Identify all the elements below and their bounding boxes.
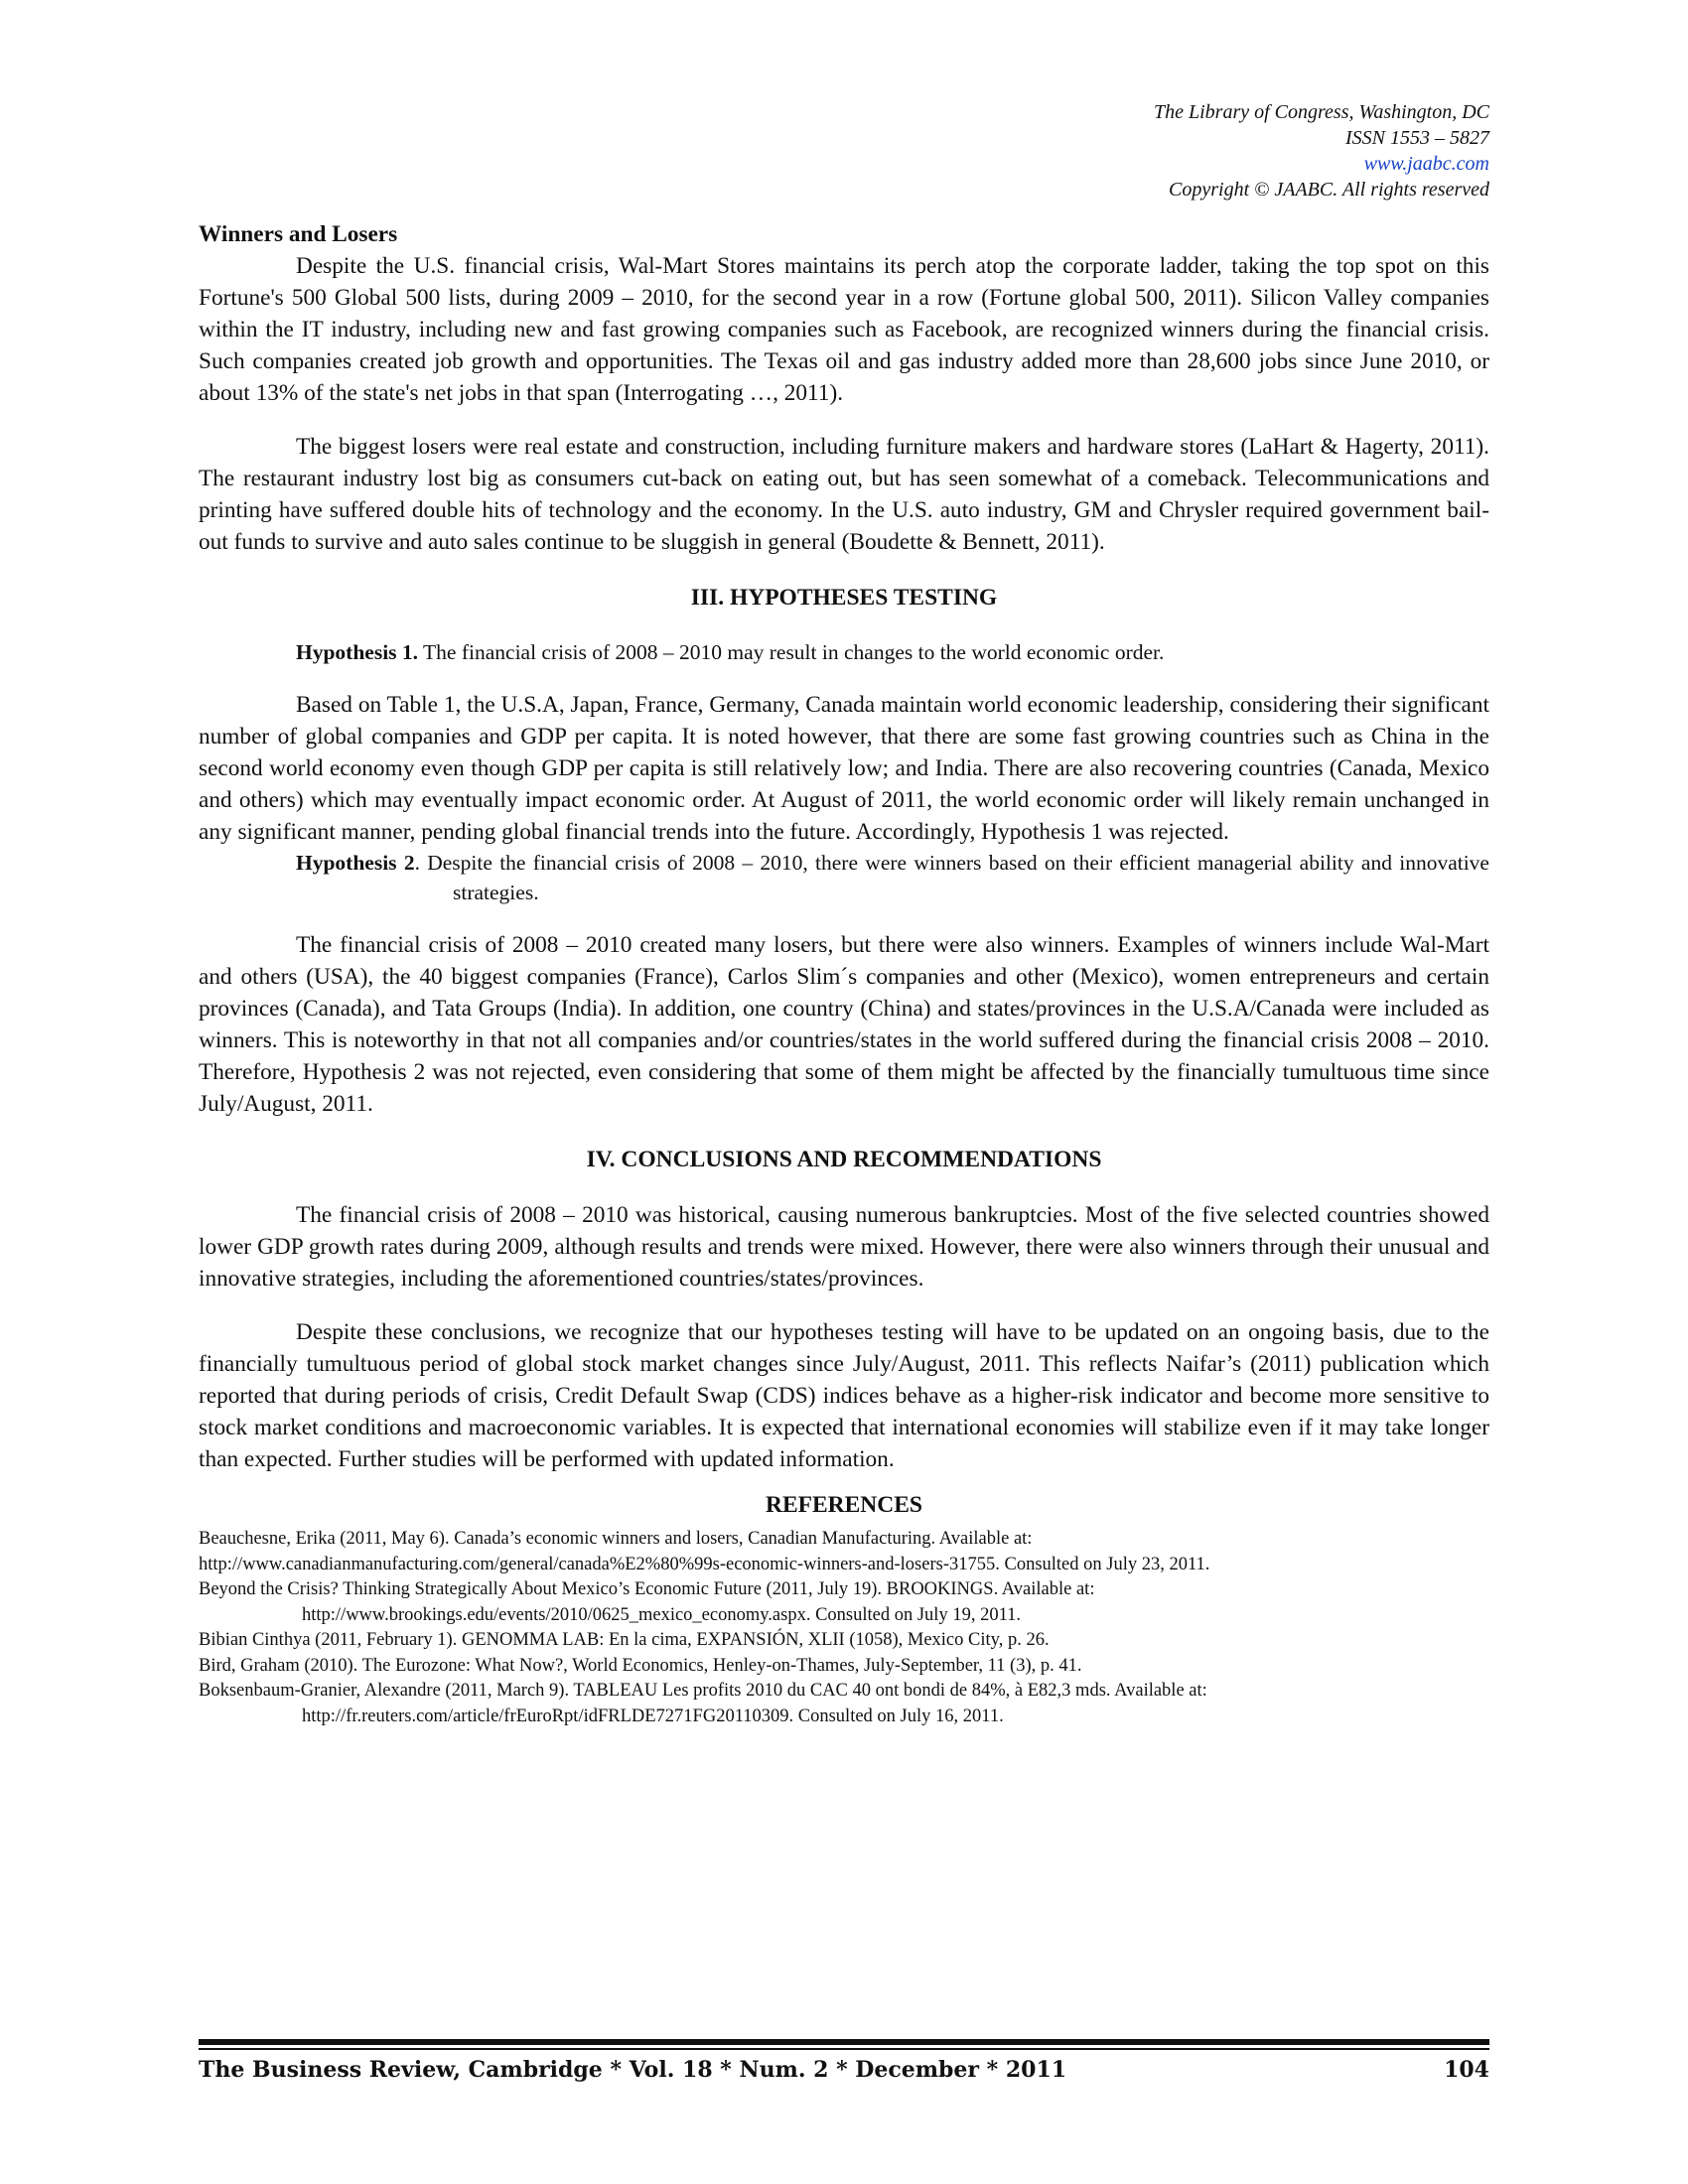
header-website-link[interactable]: www.jaabc.com xyxy=(1363,153,1489,175)
footer-journal-info: The Business Review, Cambridge * Vol. 18 * Num. 2 * December * 2011 xyxy=(199,2057,1067,2083)
reference-text: Bird, Graham (2010). The Eurozone: What Now?, World Economics, Henley-on-Thames, July-September, 11 (3), p. 41. xyxy=(199,1655,1082,1676)
header-library: The Library of Congress, Washington, DC xyxy=(1153,101,1489,123)
references-heading: REFERENCES xyxy=(765,1492,922,1518)
footer-thick-rule xyxy=(199,2039,1489,2045)
hypotheses-heading: III. HYPOTHESES TESTING xyxy=(690,585,998,611)
reference-item xyxy=(199,1577,1489,1628)
reference-item xyxy=(199,1654,1489,1680)
conclusions-paragraph-2: Despite these conclusions, we recognize that our hypotheses testing will have to be updated on an ongoing basis, due to the financially tumultuous period of global stock market changes since July/August, 2011. This reflects Naifar’s (2011) publication which reported that during periods of crisis, Credit Default Swap (CDS) indices behave as a higher-risk indicator and become more sensitive to stock market conditions and macroeconomic variables. It is expected that international economies will stabilize even if it may take longer than expected. Further studies will be performed with updated information. xyxy=(199,1319,1489,1472)
header-copyright: Copyright © JAABC. All rights reserved xyxy=(1169,179,1489,201)
conclusions-paragraph-1: The financial crisis of 2008 – 2010 was historical, causing numerous bankruptcies. Most of the five selected countries showed lower GDP growth rates during 2009, although results and trends were mixed. However, there were also winners through their unusual and innovative strategies, including the aforementioned countries/states/provinces. xyxy=(199,1202,1489,1292)
reference-url[interactable]: http://www.brookings.edu/events/2010/0625_mexico_economy.aspx. Consulted on July 19, 2011. xyxy=(302,1604,1022,1625)
reference-url[interactable]: http://fr.reuters.com/article/frEuroRpt/idFRLDE7271FG20110309. Consulted on July 16, 2011. xyxy=(302,1706,1004,1726)
hypothesis-1-text: The financial crisis of 2008 – 2010 may result in changes to the world economic order. xyxy=(418,640,1165,664)
reference-url[interactable]: http://www.canadianmanufacturing.com/general/canada%E2%80%99s-economic-winners-and-losers-31755. Consulted on July 23, 2011. xyxy=(199,1554,1210,1574)
hypothesis-1-paragraph: Based on Table 1, the U.S.A, Japan, France, Germany, Canada maintain world economic leadership, considering their significant number of global companies and GDP per capita. It is noted however, that there are some fast growing countries such as China in the second world economy even though GDP per capita is still relatively low; and India. There are also recovering countries (Canada, Mexico and others) which may eventually impact economic order. At August of 2011, the world economic order will likely remain unchanged in any significant manner, pending global financial trends into the future. Accordingly, Hypothesis 1 was rejected. xyxy=(199,692,1489,845)
reference-text: Beauchesne, Erika (2011, May 6). Canada’s economic winners and losers, Canadian Manufacturing. Available at: xyxy=(199,1529,1033,1549)
references-list xyxy=(199,1527,1489,1729)
winners-paragraph-1: Despite the U.S. financial crisis, Wal-Mart Stores maintains its perch atop the corporate ladder, taking the top spot on this Fortune's 500 Global 500 lists, during 2009 – 2010, for the second year in a row (Fortune global 500, 2011). Silicon Valley companies within the IT industry, including new and fast growing companies such as Facebook, are recognized winners during the financial crisis. Such companies created job growth and opportunities. The Texas oil and gas industry added more than 28,600 jobs since June 2010, or about 13% of the state's net jobs in that span (Interrogating …, 2011). xyxy=(199,253,1489,406)
footer-thin-rule xyxy=(199,2048,1489,2050)
reference-item xyxy=(199,1527,1489,1577)
paper-page xyxy=(199,0,1489,2184)
reference-text: Bibian Cinthya (2011, February 1). GENOMMA LAB: En la cima, EXPANSIÓN, XLII (1058), Mexico City, p. 26. xyxy=(199,1630,1050,1650)
journal-footer xyxy=(199,2055,1489,2085)
journal-header xyxy=(1154,99,1489,203)
hypothesis-1-statement xyxy=(296,637,1489,667)
article-body xyxy=(199,218,1489,1729)
winners-paragraph-2: The biggest losers were real estate and construction, including furniture makers and hardware stores (LaHart & Hagerty, 2011). The restaurant industry lost big as consumers cut-back on eating out, but has seen somewhat of a comeback. Telecommunications and printing have suffered double hits of technology and the economy. In the U.S. auto industry, GM and Chrysler required government bail-out funds to survive and auto sales continue to be sluggish in general (Boudette & Bennett, 2011). xyxy=(199,434,1489,555)
hypothesis-2-label: Hypothesis 2 xyxy=(296,851,415,875)
hypothesis-2-paragraph: The financial crisis of 2008 – 2010 created many losers, but there were also winners. Examples of winners include Wal-Mart and others (USA), the 40 biggest companies (France), Carlos Slim´s companies and other (Mexico), women entrepreneurs and certain provinces (Canada), and Tata Groups (India). In addition, one country (China) and states/provinces in the U.S.A/Canada were included as winners. This is noteworthy in that not all companies and/or countries/states in the world suffered during the financial crisis 2008 – 2010. Therefore, Hypothesis 2 was not rejected, even considering that some of them might be affected by the financially tumultuous time since July/August, 2011. xyxy=(199,932,1489,1117)
header-issn: ISSN 1553 – 5827 xyxy=(1345,127,1489,149)
hypothesis-2-statement xyxy=(296,848,1489,907)
reference-item xyxy=(199,1679,1489,1729)
reference-text: Boksenbaum-Granier, Alexandre (2011, March 9). TABLEAU Les profits 2010 du CAC 40 ont bondi de 84%, à E82,3 mds. Available at: xyxy=(199,1681,1207,1701)
hypothesis-1-label: Hypothesis 1. xyxy=(296,640,419,664)
conclusions-heading: IV. CONCLUSIONS AND RECOMMENDATIONS xyxy=(586,1147,1102,1172)
hypothesis-2-text: . Despite the financial crisis of 2008 – 2010, there were winners based on their efficient managerial ability and innovative strategies. xyxy=(414,851,1489,904)
reference-item xyxy=(199,1628,1489,1654)
reference-text: Beyond the Crisis? Thinking Strategically About Mexico’s Economic Future (2011, July 19). BROOKINGS. Available at: xyxy=(199,1579,1095,1599)
winners-losers-heading: Winners and Losers xyxy=(199,221,398,247)
page-number: 104 xyxy=(1444,2057,1489,2083)
